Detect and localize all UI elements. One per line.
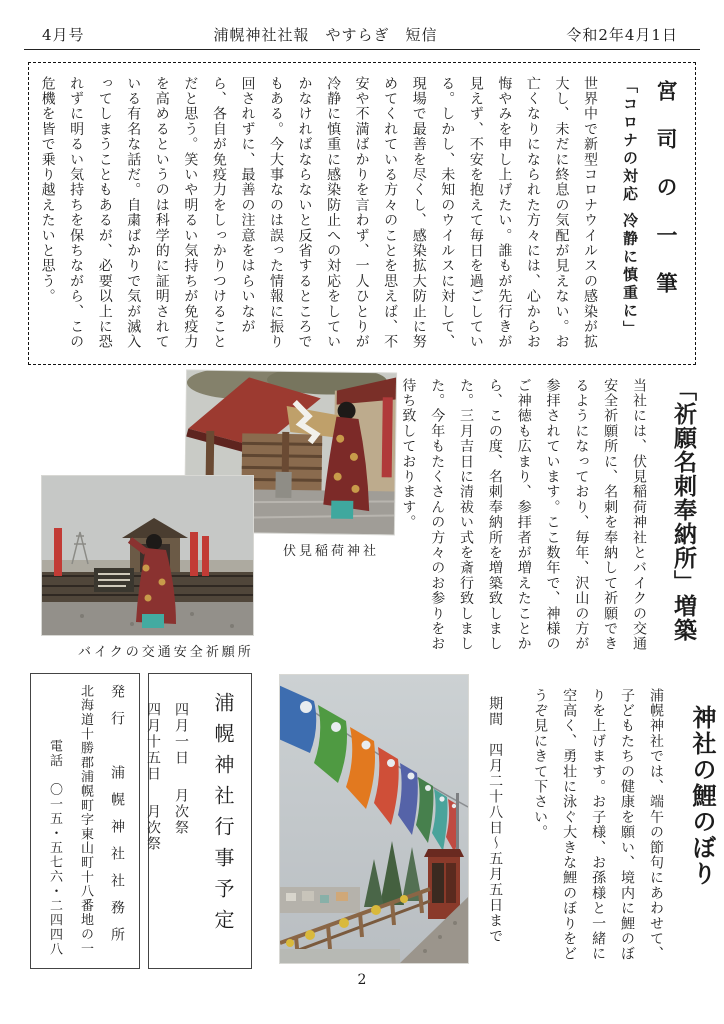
issue-label: 4月号 bbox=[42, 26, 85, 44]
publisher-box bbox=[30, 673, 140, 969]
koinobori-article bbox=[472, 678, 720, 963]
guji-column-subtitle: 「コロナの対応 冷静に慎重に」 bbox=[621, 78, 639, 339]
guji-column-body: 世界中で新型コロナウイルスの感染が拡大し、未だに終息の気配が見えない。お亡くなりになられた方々には、心からお悔やみを申し上げたい。誰もが先行きが見えず、不安を抱えて毎日を過ごしている。しかし、未知のウイルスに対して、現場で最善を尽くし、感染拡大防止に努めてくれている方々のことを思えば、不安や不満ばかりを言わず、一人ひとりが冷静に慎重に感染防止への対応をしていかなければならないと反省するところでもある。今大事なのは誤った情報に振り回されずに、最善の注意をはらいながら、各自が免疫力をしっかりつけることだと思う。笑いや明るい気持ちが免疫力を高めるというのは科学的に証明されている有名な話だ。自粛ばかりで気が滅入ってしまうこともあるが、必要以上に恐れずに明るい気持ちを保ちながら、この危機を皆で乗り越えたいと思う。 bbox=[39, 76, 598, 350]
newsletter-title: 浦幌神社社報 やすらぎ 短信 bbox=[213, 26, 438, 44]
bike-shrine-caption: バイクの交通安全祈願所 bbox=[78, 645, 254, 660]
page-number: 2 bbox=[357, 972, 367, 988]
publisher-phone: 電話 〇一五・五七六・二四四八 bbox=[47, 739, 62, 957]
meishi-article-title: 「祈願名刺奉納所」増築 bbox=[670, 378, 696, 642]
koinobori-article-title: 神社の鯉のぼり bbox=[688, 705, 716, 887]
koinobori-illustration bbox=[280, 675, 468, 963]
koinobori-article-body: 浦幌神社では、端午の節句にあわせて、子どもたちの健康を願い、境内に鯉のぼりを上げます。お子様、お孫様と一緒に空高く、勇壮に泳ぐ大きな鯉のぼりをどうぞ見にきて下さい。 bbox=[532, 688, 664, 962]
page-header bbox=[42, 24, 678, 45]
meishi-article bbox=[388, 374, 700, 664]
guji-column-title: 宮司の一筆 bbox=[654, 80, 679, 320]
schedule-event-2-date: 四月十五日 bbox=[145, 702, 161, 782]
bike-shrine-photo bbox=[42, 476, 253, 635]
guji-column-box bbox=[28, 62, 696, 365]
koinobori-photo bbox=[280, 675, 468, 963]
publisher-label: 発行 浦幌神社社務所 bbox=[109, 684, 125, 954]
fushimi-inari-caption: 伏見稲荷神社 bbox=[283, 544, 380, 559]
koinobori-period: 期間 四月二十八日～五月五日まで bbox=[487, 696, 504, 944]
header-divider bbox=[24, 49, 700, 50]
schedule-event-1-date: 四月一日 bbox=[173, 702, 189, 766]
schedule-box bbox=[145, 673, 252, 969]
schedule-event-2-name: 月次祭 bbox=[145, 804, 161, 852]
schedule-event-2 bbox=[139, 702, 167, 954]
schedule-event-1 bbox=[167, 702, 195, 954]
bike-shrine-illustration bbox=[42, 476, 253, 635]
meishi-article-body: 当社には、伏見稲荷神社とバイクの交通安全祈願所に、名刺を奉納して祈願できるようになっており、毎年、沢山の方が参拝されています。ここ数年で、神様のご神徳も広まり、参拝者が増えたことから、この度、名刺奉納所を増築致しました。三月吉日に清祓い式を斎行致しました。今年もたくさんの方々のお参りをお待ち致しております。 bbox=[400, 378, 647, 652]
issue-date: 令和2年4月1日 bbox=[566, 26, 678, 44]
schedule-event-1-name: 月次祭 bbox=[173, 788, 189, 836]
schedule-box-title: 浦幌神社行事予定 bbox=[211, 692, 235, 940]
publisher-address: 北海道十勝郡浦幌町字東山町十八番地の一 bbox=[78, 684, 93, 956]
